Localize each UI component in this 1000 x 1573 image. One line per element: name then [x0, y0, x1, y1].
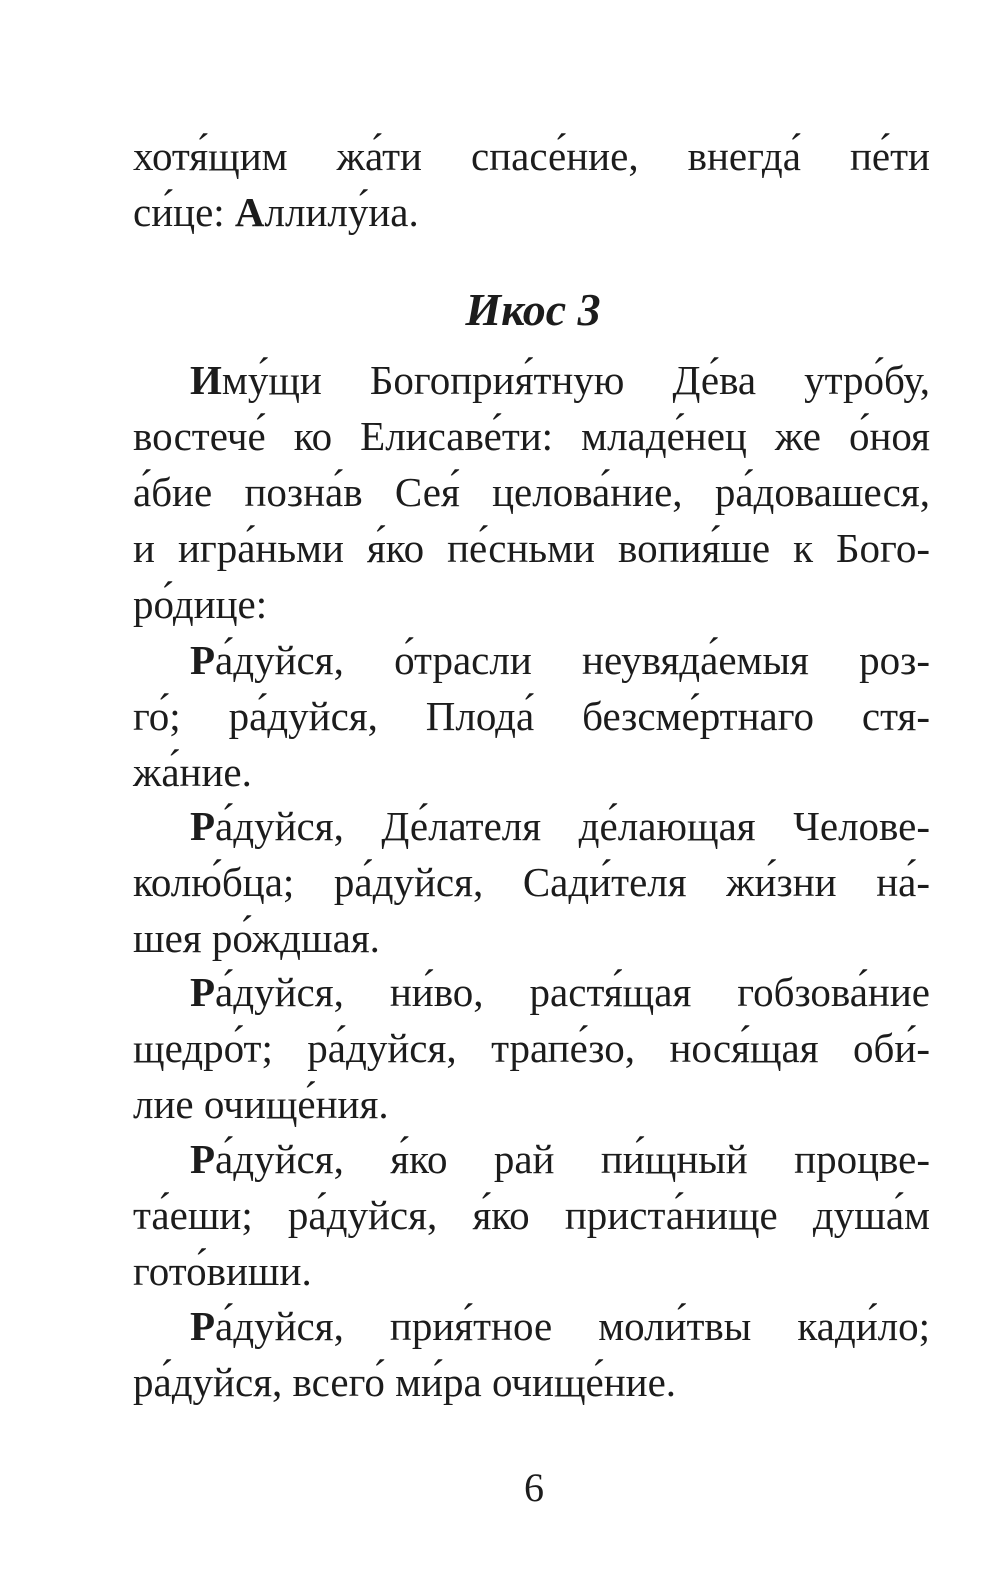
ikos-title: Икос 3 — [465, 284, 601, 335]
alleluia-rest: ллилу́иа. — [264, 189, 419, 235]
stanza-4-initial: Р — [190, 1136, 216, 1182]
stanza-1-line-1 — [190, 632, 930, 688]
continuation-line-2-text: си́це: — [133, 189, 235, 235]
intro-initial: И — [190, 357, 222, 403]
intro-line-4: и игра́ньми я́ко пе́сньми вопия́ше к Бого- — [133, 525, 930, 571]
stanza-1-line-3: жа́ние. — [133, 749, 252, 795]
stanza-3-line-3: лие очище́ния. — [133, 1081, 389, 1127]
stanza-5-line-2: ра́дуйся, всего́ ми́ра очище́ние. — [133, 1359, 677, 1405]
stanza-1-line-1-rest: а́дуйся, о́трасли неувяда́емыя роз- — [215, 637, 930, 683]
intro-line-1 — [190, 352, 930, 408]
stanza-2-line-1-rest: а́дуйся, Де́лателя де́лающая Челове- — [215, 803, 930, 849]
stanza-4-line-3: гото́виши. — [133, 1248, 312, 1294]
stanza-1-initial: Р — [190, 637, 216, 683]
stanza-2-initial: Р — [190, 803, 216, 849]
intro-line-2: востече́ ко Елисаве́ти: младе́нец же о́ноя — [133, 413, 930, 459]
stanza-2-line-1 — [190, 798, 930, 854]
stanza-5-line-1-rest: а́дуйся, прия́тное моли́твы кади́ло; — [215, 1303, 930, 1349]
page-number: 6 — [524, 1465, 544, 1510]
stanza-4-line-1-rest: а́дуйся, я́ко рай пи́щный процве- — [215, 1136, 930, 1182]
stanza-5-initial: Р — [190, 1303, 216, 1349]
stanza-5-line-1 — [190, 1298, 930, 1354]
continuation-line-2 — [133, 184, 419, 240]
stanza-3-line-1-rest: а́дуйся, ни́во, растя́щая гобзова́ние — [215, 969, 930, 1015]
stanza-4-line-2: та́еши; ра́дуйся, я́ко приста́нище душа́м — [133, 1192, 930, 1238]
stanza-1-line-2: го́; ра́дуйся, Плода́ безсме́ртнаго стя- — [133, 693, 930, 739]
continuation-line-1: хотя́щим жа́ти спасе́ние, внегда́ пе́ти — [133, 133, 930, 179]
stanza-4-line-1 — [190, 1131, 930, 1187]
intro-line-5: ро́дице: — [133, 581, 268, 627]
intro-line-1-rest: му́щи Богоприя́тную Де́ва утро́бу, — [221, 357, 930, 403]
stanza-3-line-1 — [190, 964, 930, 1020]
stanza-3-line-2: щедро́т; ра́дуйся, трапе́зо, нося́щая оби́- — [133, 1025, 930, 1071]
stanza-3-initial: Р — [190, 969, 216, 1015]
stanza-2-line-2: колю́бца; ра́дуйся, Сади́теля жи́зни на́- — [133, 859, 930, 905]
intro-line-3: а́бие позна́в Сея́ целова́ние, ра́довашеся, — [133, 469, 930, 515]
alleluia-initial: А — [234, 189, 265, 235]
stanza-2-line-3: шея ро́ждшая. — [133, 915, 380, 961]
